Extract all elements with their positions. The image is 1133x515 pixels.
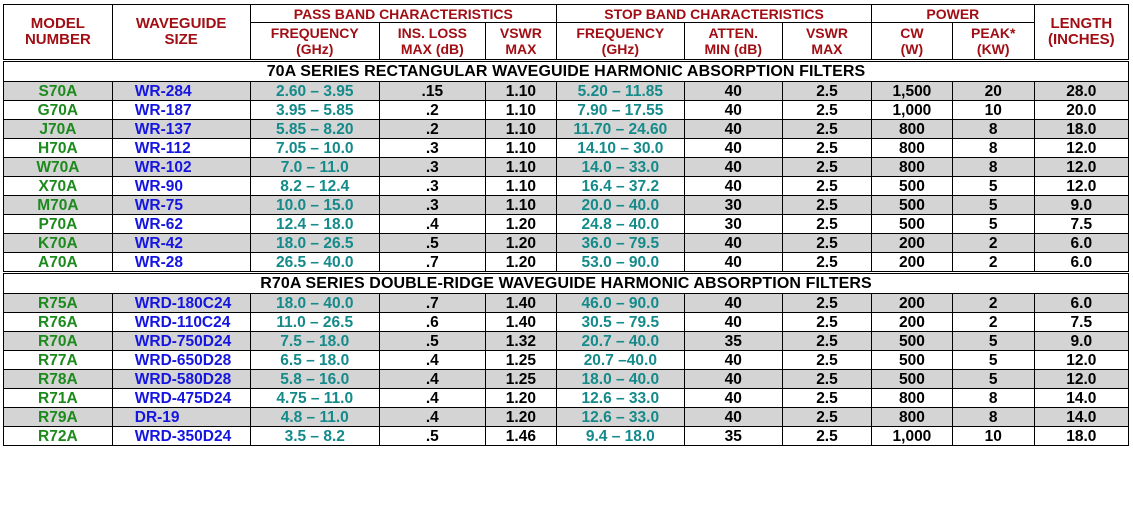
- pass-vswr-cell: 1.10: [485, 139, 556, 158]
- cw-power-cell: 1,500: [872, 82, 953, 101]
- stop-frequency-cell: 18.0 – 40.0: [557, 370, 684, 389]
- stop-frequency-cell: 30.5 – 79.5: [557, 313, 684, 332]
- model-number-cell: A70A: [4, 253, 113, 273]
- waveguide-size-cell: WR-137: [112, 120, 250, 139]
- stop-frequency-cell: 5.20 – 11.85: [557, 82, 684, 101]
- ins-loss-cell: .5: [379, 427, 485, 446]
- length-cell: 14.0: [1034, 408, 1128, 427]
- cw-power-cell: 800: [872, 158, 953, 177]
- ins-loss-cell: .7: [379, 294, 485, 313]
- waveguide-size-cell: WRD-650D28: [112, 351, 250, 370]
- stop-frequency-cell: 11.70 – 24.60: [557, 120, 684, 139]
- ins-loss-cell: .4: [379, 351, 485, 370]
- cw-power-cell: 1,000: [872, 101, 953, 120]
- stop-vswr-cell: 2.5: [782, 101, 871, 120]
- stop-vswr-cell: 2.5: [782, 332, 871, 351]
- pass-vswr-cell: 1.20: [485, 234, 556, 253]
- stop-vswr-cell: 2.5: [782, 408, 871, 427]
- pass-frequency-cell: 2.60 – 3.95: [250, 82, 379, 101]
- stop-vswr-cell: 2.5: [782, 82, 871, 101]
- attenuation-cell: 40: [684, 294, 782, 313]
- stop-frequency-cell: 14.10 – 30.0: [557, 139, 684, 158]
- attenuation-cell: 35: [684, 427, 782, 446]
- table-row: [4, 158, 1129, 177]
- length-cell: 28.0: [1034, 82, 1128, 101]
- cw-power-cell: 500: [872, 332, 953, 351]
- table-row: [4, 389, 1129, 408]
- ins-loss-cell: .3: [379, 139, 485, 158]
- peak-power-cell: 5: [952, 177, 1034, 196]
- waveguide-size-cell: WR-102: [112, 158, 250, 177]
- length-cell: 14.0: [1034, 389, 1128, 408]
- attenuation-cell: 40: [684, 389, 782, 408]
- header-model-number: MODEL NUMBER: [4, 5, 113, 61]
- length-cell: 7.5: [1034, 215, 1128, 234]
- peak-power-cell: 10: [952, 101, 1034, 120]
- peak-power-cell: 8: [952, 389, 1034, 408]
- attenuation-cell: 40: [684, 101, 782, 120]
- pass-vswr-cell: 1.10: [485, 82, 556, 101]
- stop-vswr-cell: 2.5: [782, 158, 871, 177]
- peak-power-cell: 2: [952, 294, 1034, 313]
- model-number-cell: M70A: [4, 196, 113, 215]
- pass-frequency-cell: 10.0 – 15.0: [250, 196, 379, 215]
- ins-loss-cell: .3: [379, 177, 485, 196]
- stop-frequency-cell: 46.0 – 90.0: [557, 294, 684, 313]
- ins-loss-cell: .5: [379, 234, 485, 253]
- table-row: [4, 120, 1129, 139]
- table-row: [4, 294, 1129, 313]
- header-ins-loss: INS. LOSS MAX (dB): [379, 23, 485, 61]
- length-cell: 7.5: [1034, 313, 1128, 332]
- pass-frequency-cell: 3.5 – 8.2: [250, 427, 379, 446]
- model-number-cell: W70A: [4, 158, 113, 177]
- waveguide-size-cell: WR-42: [112, 234, 250, 253]
- attenuation-cell: 40: [684, 253, 782, 273]
- stop-vswr-cell: 2.5: [782, 427, 871, 446]
- model-number-cell: S70A: [4, 82, 113, 101]
- ins-loss-cell: .15: [379, 82, 485, 101]
- header-length: LENGTH (INCHES): [1034, 5, 1128, 61]
- waveguide-size-cell: WRD-580D28: [112, 370, 250, 389]
- header-pass-vswr: VSWR MAX: [485, 23, 556, 61]
- pass-vswr-cell: 1.46: [485, 427, 556, 446]
- stop-frequency-cell: 12.6 – 33.0: [557, 408, 684, 427]
- peak-power-cell: 5: [952, 351, 1034, 370]
- header-cw: CW (W): [872, 23, 953, 61]
- table-row: [4, 101, 1129, 120]
- stop-vswr-cell: 2.5: [782, 253, 871, 273]
- attenuation-cell: 40: [684, 351, 782, 370]
- pass-vswr-cell: 1.10: [485, 158, 556, 177]
- pass-frequency-cell: 18.0 – 40.0: [250, 294, 379, 313]
- stop-frequency-cell: 9.4 – 18.0: [557, 427, 684, 446]
- table-body: [4, 61, 1129, 446]
- pass-frequency-cell: 4.8 – 11.0: [250, 408, 379, 427]
- ins-loss-cell: .2: [379, 101, 485, 120]
- waveguide-size-cell: WR-28: [112, 253, 250, 273]
- section-title: R70A SERIES DOUBLE-RIDGE WAVEGUIDE HARMONIC ABSORPTION FILTERS: [4, 273, 1129, 294]
- table-row: [4, 427, 1129, 446]
- length-cell: 12.0: [1034, 370, 1128, 389]
- ins-loss-cell: .4: [379, 370, 485, 389]
- table-row: [4, 313, 1129, 332]
- length-cell: 20.0: [1034, 101, 1128, 120]
- cw-power-cell: 500: [872, 196, 953, 215]
- waveguide-size-cell: WR-62: [112, 215, 250, 234]
- table-row: [4, 215, 1129, 234]
- pass-vswr-cell: 1.20: [485, 408, 556, 427]
- peak-power-cell: 20: [952, 82, 1034, 101]
- stop-vswr-cell: 2.5: [782, 177, 871, 196]
- stop-vswr-cell: 2.5: [782, 313, 871, 332]
- waveguide-size-cell: WR-112: [112, 139, 250, 158]
- length-cell: 6.0: [1034, 253, 1128, 273]
- cw-power-cell: 1,000: [872, 427, 953, 446]
- pass-vswr-cell: 1.10: [485, 101, 556, 120]
- attenuation-cell: 40: [684, 82, 782, 101]
- waveguide-size-cell: WR-90: [112, 177, 250, 196]
- stop-vswr-cell: 2.5: [782, 234, 871, 253]
- pass-frequency-cell: 6.5 – 18.0: [250, 351, 379, 370]
- pass-vswr-cell: 1.32: [485, 332, 556, 351]
- cw-power-cell: 500: [872, 215, 953, 234]
- stop-vswr-cell: 2.5: [782, 389, 871, 408]
- cw-power-cell: 500: [872, 177, 953, 196]
- stop-frequency-cell: 24.8 – 40.0: [557, 215, 684, 234]
- pass-vswr-cell: 1.40: [485, 294, 556, 313]
- stop-vswr-cell: 2.5: [782, 370, 871, 389]
- peak-power-cell: 2: [952, 313, 1034, 332]
- cw-power-cell: 200: [872, 253, 953, 273]
- pass-vswr-cell: 1.20: [485, 253, 556, 273]
- length-cell: 18.0: [1034, 427, 1128, 446]
- waveguide-size-cell: WRD-180C24: [112, 294, 250, 313]
- model-number-cell: G70A: [4, 101, 113, 120]
- peak-power-cell: 10: [952, 427, 1034, 446]
- stop-frequency-cell: 36.0 – 79.5: [557, 234, 684, 253]
- waveguide-size-cell: WRD-110C24: [112, 313, 250, 332]
- length-cell: 9.0: [1034, 196, 1128, 215]
- ins-loss-cell: .6: [379, 313, 485, 332]
- ins-loss-cell: .3: [379, 158, 485, 177]
- stop-vswr-cell: 2.5: [782, 139, 871, 158]
- peak-power-cell: 8: [952, 408, 1034, 427]
- model-number-cell: R79A: [4, 408, 113, 427]
- pass-vswr-cell: 1.40: [485, 313, 556, 332]
- waveguide-size-cell: WRD-350D24: [112, 427, 250, 446]
- pass-frequency-cell: 12.4 – 18.0: [250, 215, 379, 234]
- ins-loss-cell: .3: [379, 196, 485, 215]
- attenuation-cell: 35: [684, 332, 782, 351]
- table-row: [4, 196, 1129, 215]
- ins-loss-cell: .7: [379, 253, 485, 273]
- header-attenuation: ATTEN. MIN (dB): [684, 23, 782, 61]
- model-number-cell: R72A: [4, 427, 113, 446]
- section-title-row: [4, 61, 1129, 82]
- ins-loss-cell: .2: [379, 120, 485, 139]
- header-stop-band: STOP BAND CHARACTERISTICS: [557, 5, 872, 23]
- waveguide-size-cell: WRD-750D24: [112, 332, 250, 351]
- pass-frequency-cell: 5.8 – 16.0: [250, 370, 379, 389]
- model-number-cell: P70A: [4, 215, 113, 234]
- length-cell: 12.0: [1034, 139, 1128, 158]
- waveguide-size-cell: WRD-475D24: [112, 389, 250, 408]
- peak-power-cell: 8: [952, 120, 1034, 139]
- model-number-cell: X70A: [4, 177, 113, 196]
- model-number-cell: R78A: [4, 370, 113, 389]
- model-number-cell: K70A: [4, 234, 113, 253]
- waveguide-size-cell: WR-75: [112, 196, 250, 215]
- waveguide-size-cell: WR-187: [112, 101, 250, 120]
- pass-frequency-cell: 3.95 – 5.85: [250, 101, 379, 120]
- model-number-cell: R71A: [4, 389, 113, 408]
- header-row-groups: [4, 5, 1129, 23]
- stop-vswr-cell: 2.5: [782, 196, 871, 215]
- table-row: [4, 253, 1129, 273]
- attenuation-cell: 30: [684, 215, 782, 234]
- cw-power-cell: 800: [872, 389, 953, 408]
- peak-power-cell: 5: [952, 332, 1034, 351]
- header-waveguide-size: WAVEGUIDE SIZE: [112, 5, 250, 61]
- attenuation-cell: 40: [684, 158, 782, 177]
- attenuation-cell: 40: [684, 313, 782, 332]
- pass-frequency-cell: 26.5 – 40.0: [250, 253, 379, 273]
- pass-vswr-cell: 1.10: [485, 177, 556, 196]
- waveguide-size-cell: WR-284: [112, 82, 250, 101]
- attenuation-cell: 40: [684, 408, 782, 427]
- ins-loss-cell: .5: [379, 332, 485, 351]
- length-cell: 12.0: [1034, 351, 1128, 370]
- waveguide-size-cell: DR-19: [112, 408, 250, 427]
- section-title-row: [4, 273, 1129, 294]
- attenuation-cell: 40: [684, 120, 782, 139]
- cw-power-cell: 200: [872, 313, 953, 332]
- peak-power-cell: 5: [952, 370, 1034, 389]
- length-cell: 9.0: [1034, 332, 1128, 351]
- table-row: [4, 370, 1129, 389]
- model-number-cell: R70A: [4, 332, 113, 351]
- pass-frequency-cell: 5.85 – 8.20: [250, 120, 379, 139]
- stop-frequency-cell: 7.90 – 17.55: [557, 101, 684, 120]
- pass-frequency-cell: 18.0 – 26.5: [250, 234, 379, 253]
- header-pass-band: PASS BAND CHARACTERISTICS: [250, 5, 557, 23]
- cw-power-cell: 500: [872, 351, 953, 370]
- cw-power-cell: 800: [872, 139, 953, 158]
- stop-vswr-cell: 2.5: [782, 294, 871, 313]
- table-row: [4, 177, 1129, 196]
- header-pass-frequency: FREQUENCY (GHz): [250, 23, 379, 61]
- peak-power-cell: 2: [952, 234, 1034, 253]
- stop-frequency-cell: 20.7 –40.0: [557, 351, 684, 370]
- ins-loss-cell: .4: [379, 408, 485, 427]
- model-number-cell: H70A: [4, 139, 113, 158]
- stop-frequency-cell: 53.0 – 90.0: [557, 253, 684, 273]
- pass-vswr-cell: 1.25: [485, 370, 556, 389]
- attenuation-cell: 30: [684, 196, 782, 215]
- stop-frequency-cell: 12.6 – 33.0: [557, 389, 684, 408]
- length-cell: 12.0: [1034, 158, 1128, 177]
- stop-vswr-cell: 2.5: [782, 120, 871, 139]
- table-row: [4, 332, 1129, 351]
- pass-vswr-cell: 1.25: [485, 351, 556, 370]
- peak-power-cell: 8: [952, 158, 1034, 177]
- pass-frequency-cell: 11.0 – 26.5: [250, 313, 379, 332]
- header-peak: PEAK* (KW): [952, 23, 1034, 61]
- attenuation-cell: 40: [684, 370, 782, 389]
- section-title: 70A SERIES RECTANGULAR WAVEGUIDE HARMONIC ABSORPTION FILTERS: [4, 61, 1129, 82]
- peak-power-cell: 5: [952, 196, 1034, 215]
- pass-frequency-cell: 4.75 – 11.0: [250, 389, 379, 408]
- header-stop-frequency: FREQUENCY (GHz): [557, 23, 684, 61]
- pass-frequency-cell: 8.2 – 12.4: [250, 177, 379, 196]
- cw-power-cell: 800: [872, 120, 953, 139]
- cw-power-cell: 500: [872, 370, 953, 389]
- harmonic-filter-spec-table: [3, 4, 1129, 446]
- pass-vswr-cell: 1.10: [485, 120, 556, 139]
- model-number-cell: R77A: [4, 351, 113, 370]
- pass-vswr-cell: 1.10: [485, 196, 556, 215]
- ins-loss-cell: .4: [379, 389, 485, 408]
- length-cell: 12.0: [1034, 177, 1128, 196]
- cw-power-cell: 800: [872, 408, 953, 427]
- peak-power-cell: 2: [952, 253, 1034, 273]
- table-row: [4, 351, 1129, 370]
- cw-power-cell: 200: [872, 294, 953, 313]
- attenuation-cell: 40: [684, 177, 782, 196]
- stop-frequency-cell: 20.0 – 40.0: [557, 196, 684, 215]
- table-row: [4, 139, 1129, 158]
- length-cell: 6.0: [1034, 234, 1128, 253]
- stop-frequency-cell: 16.4 – 37.2: [557, 177, 684, 196]
- stop-vswr-cell: 2.5: [782, 215, 871, 234]
- length-cell: 18.0: [1034, 120, 1128, 139]
- model-number-cell: R75A: [4, 294, 113, 313]
- header-stop-vswr: VSWR MAX: [782, 23, 871, 61]
- model-number-cell: R76A: [4, 313, 113, 332]
- cw-power-cell: 200: [872, 234, 953, 253]
- length-cell: 6.0: [1034, 294, 1128, 313]
- pass-vswr-cell: 1.20: [485, 215, 556, 234]
- pass-frequency-cell: 7.5 – 18.0: [250, 332, 379, 351]
- stop-frequency-cell: 20.7 – 40.0: [557, 332, 684, 351]
- stop-vswr-cell: 2.5: [782, 351, 871, 370]
- pass-frequency-cell: 7.05 – 10.0: [250, 139, 379, 158]
- peak-power-cell: 5: [952, 215, 1034, 234]
- ins-loss-cell: .4: [379, 215, 485, 234]
- attenuation-cell: 40: [684, 234, 782, 253]
- header-power: POWER: [872, 5, 1035, 23]
- attenuation-cell: 40: [684, 139, 782, 158]
- table-row: [4, 82, 1129, 101]
- pass-vswr-cell: 1.20: [485, 389, 556, 408]
- peak-power-cell: 8: [952, 139, 1034, 158]
- model-number-cell: J70A: [4, 120, 113, 139]
- table-row: [4, 408, 1129, 427]
- table-row: [4, 234, 1129, 253]
- stop-frequency-cell: 14.0 – 33.0: [557, 158, 684, 177]
- pass-frequency-cell: 7.0 – 11.0: [250, 158, 379, 177]
